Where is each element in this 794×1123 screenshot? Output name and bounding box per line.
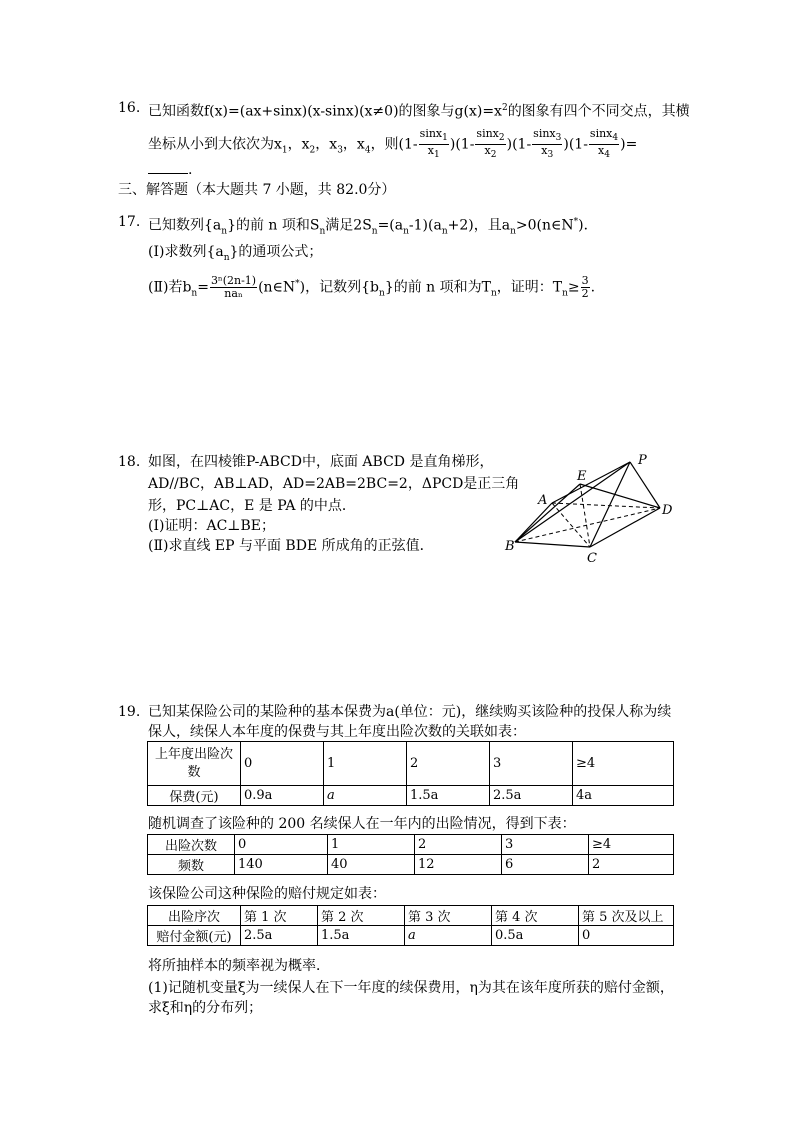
edge-pc xyxy=(590,462,630,547)
premium-header-cell: 1 xyxy=(324,742,407,786)
edge-bc xyxy=(515,542,590,547)
q16-line2 xyxy=(148,128,637,163)
q18-line2: AD//BC，AB⊥AD，AD=2AB=2BC=2，ΔPCD是正三角 xyxy=(148,476,520,492)
q18-number: 18. xyxy=(118,454,141,470)
label-a: A xyxy=(538,493,548,508)
frequency-cell: 40 xyxy=(328,855,415,875)
payout-table xyxy=(147,905,674,946)
edge-cd xyxy=(590,508,660,547)
q19-line3: 随机调查了该险种的 200 名续保人在一年内的出险情况，得到下表： xyxy=(148,816,576,832)
premium-header-label: 上年度出险次数 xyxy=(148,742,241,786)
label-c: C xyxy=(587,551,597,565)
q18-part1: (Ⅰ)证明：AC⊥BE； xyxy=(148,518,275,534)
premium-header-cell: ≥4 xyxy=(573,742,674,786)
q16-l2d: ，x xyxy=(342,136,365,153)
q16-l2b: ，x xyxy=(287,136,310,153)
section-3-heading: 三、解答题（本大题共 7 小题，共 82.0分） xyxy=(118,182,396,198)
q16-frac2: $\frac{\sin x_2}{x_2}$ xyxy=(476,127,505,161)
edge-pa xyxy=(552,462,630,503)
payout-cell: 0.5a xyxy=(492,926,579,946)
q17-part1: (Ⅰ)求数列$\{a_n\}$的通项公式； xyxy=(148,244,323,263)
q16-frac3: $\frac{\sin x_3}{x_3}$ xyxy=(533,127,562,161)
q16-text-b: 的图象有四个不同交点，其横 xyxy=(507,103,690,120)
q17-line1: 已知数列$\{a_n\}$的前 n 项和$S_n$满足$2S_n=(a_n-1)(a_n+2)$，且$a_n>0(n\in N^*)$． xyxy=(148,217,598,237)
payout-header-label: 出险序次 xyxy=(148,906,241,926)
q19-line2: 保人，续保人本年度的保费与其上年度出险次数的关联如表： xyxy=(148,724,526,740)
label-d: D xyxy=(662,503,673,518)
q16-text-a: 已知函数f(x)=(ax+sinx)(x-sinx)(x≠0)的图象与g(x)=x xyxy=(148,103,502,120)
pyramid-figure xyxy=(500,450,690,565)
q16-blank xyxy=(148,161,188,174)
q16-frac1: $\frac{\sin x_1}{x_1}$ xyxy=(419,127,448,161)
label-p: P xyxy=(638,453,647,468)
premium-header-cell: 2 xyxy=(407,742,490,786)
payout-header-cell: 第 5 次及以上 xyxy=(579,906,674,926)
q17-part2: (Ⅱ)若$b_n=$ $\frac{\text{3ⁿ(2n-1)}}{\text{naₙ}}$ (n∈N*)，记数列$\{b_n\}$的前 n 项和为$T_n$，证明：$T_n\ge$ $\frac{3}{2}$ . xyxy=(148,274,596,301)
frequency-header-cell: 2 xyxy=(415,835,502,855)
q16-sub1: 1 xyxy=(281,145,288,156)
edge-eb xyxy=(515,484,580,542)
q19-line7: 求ξ和η的分布列； xyxy=(148,1000,263,1016)
q16-l2a: 坐标从小到大依次为x xyxy=(148,136,282,153)
q16-sub3: 3 xyxy=(337,145,343,156)
q16-l2c: ，x xyxy=(315,136,338,153)
premium-cell: 4a xyxy=(573,786,674,806)
frequency-header-label: 出险次数 xyxy=(148,835,235,855)
premium-cell: 1.5a xyxy=(407,786,490,806)
premium-row-label: 保费(元) xyxy=(148,786,241,806)
q19-line4: 该保险公司这种保险的赔付规定如表： xyxy=(148,886,386,902)
frequency-cell: 6 xyxy=(502,855,589,875)
edge-pb xyxy=(515,462,630,542)
premium-table xyxy=(147,741,674,806)
payout-cell: 0 xyxy=(579,926,674,946)
q18-line1: 如图，在四棱锥P-ABCD中，底面 ABCD 是直角梯形， xyxy=(148,454,494,470)
q16-number: 16. xyxy=(118,100,141,116)
premium-cell: a xyxy=(324,786,407,806)
q18-part2: (Ⅱ)求直线 EP 与平面 BDE 所成角的正弦值． xyxy=(148,538,434,554)
frequency-header-cell: 1 xyxy=(328,835,415,855)
q17-frac-b: $\frac{\text{3ⁿ(2n-1)}}{\text{naₙ}}$ xyxy=(210,274,257,301)
edge-pd xyxy=(630,462,660,508)
q16-sup: 2 xyxy=(501,103,508,113)
edge-ed xyxy=(580,484,660,508)
payout-cell: a xyxy=(405,926,492,946)
frequency-header-cell: ≥4 xyxy=(589,835,674,855)
premium-cell: 2.5a xyxy=(490,786,573,806)
payout-header-cell: 第 4 次 xyxy=(492,906,579,926)
q17-frac-32: $\frac{3}{2}$ xyxy=(581,274,589,301)
frequency-cell: 12 xyxy=(415,855,502,875)
frequency-cell: 140 xyxy=(235,855,328,875)
edge-ab xyxy=(515,503,552,542)
q16-sub4: 4 xyxy=(364,145,371,156)
payout-header-cell: 第 1 次 xyxy=(241,906,318,926)
frequency-header-cell: 3 xyxy=(502,835,589,855)
q19-line6: (1)记随机变量ξ为一续保人在下一年度的续保费用，η为其在该年度所获的赔付金额， xyxy=(148,980,674,996)
q19-number: 19. xyxy=(118,704,141,720)
q16-answer-line xyxy=(148,160,192,180)
label-e: E xyxy=(577,469,587,484)
premium-cell: 0.9a xyxy=(241,786,324,806)
label-b: B xyxy=(505,539,515,554)
frequency-row-label: 频数 xyxy=(148,855,235,875)
edge-ac-hidden xyxy=(552,503,590,547)
payout-header-cell: 第 3 次 xyxy=(405,906,492,926)
q16-mid3: )(1- xyxy=(563,136,588,153)
frequency-cell: 2 xyxy=(589,855,674,875)
q16-period: . xyxy=(188,162,193,178)
q19-line1: 已知某保险公司的某险种的基本保费为a(单位：元)，继续购买该险种的投保人称为续 xyxy=(148,704,672,720)
payout-row-label: 赔付金额(元) xyxy=(148,926,241,946)
q16-mid1: )(1- xyxy=(449,136,475,153)
q19-line5: 将所抽样本的频率视为概率． xyxy=(148,958,330,974)
payout-cell: 1.5a xyxy=(318,926,405,946)
q16-sub2: 2 xyxy=(309,145,316,156)
q16-line1 xyxy=(148,98,690,122)
q16-end: )= xyxy=(620,136,638,153)
q16-frac4: $\frac{\sin x_4}{x_4}$ xyxy=(589,127,619,161)
frequency-header-cell: 0 xyxy=(235,835,328,855)
payout-header-cell: 第 2 次 xyxy=(318,906,405,926)
q18-line3: 形，PC⊥AC，E 是 PA 的中点． xyxy=(148,498,356,514)
frequency-table xyxy=(147,834,674,875)
q16-mid2: )(1- xyxy=(506,136,532,153)
q16-l2e: ，则(1- xyxy=(370,136,418,153)
premium-header-cell: 0 xyxy=(241,742,324,786)
payout-cell: 2.5a xyxy=(241,926,318,946)
premium-header-cell: 3 xyxy=(490,742,573,786)
q17-number: 17. xyxy=(118,214,141,230)
edge-bd-hidden xyxy=(515,508,660,542)
